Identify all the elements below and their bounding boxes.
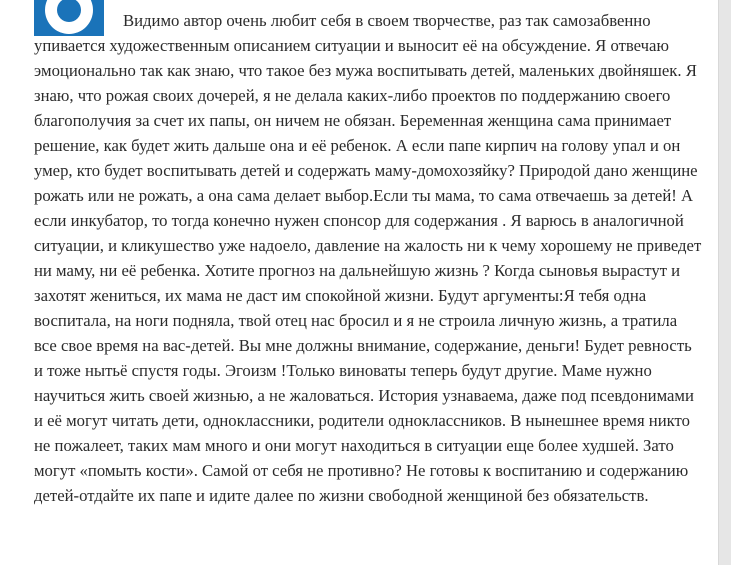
comment-body: Видимо автор очень любит себя в своем творчестве, раз так самозабвенно упивается художественным описанием ситуации и выносит её на обсуждение. Я отвечаю эмоционально так как знаю, что такое без мужа воспитывать детей, маленьких двойняшек. Я знаю, что рожая своих дочерей, я не делала каких-либо проектов по поддержанию своего благополучия за счет их папы, он ничем не обязан. Беременная женщина сама принимает решение, как будет жить дальше она и её ребенок. А если папе кирпич на голову упал и он умер, кто будет воспитывать детей и содержать маму-домохозяйку? Природой дано женщине рожать или не рожать, а она сама делает выбор.Если ты мама, то сама отвечаешь за детей! А если инкубатор, то тогда конечно нужен спонсор для содержания . Я варюсь в аналогичной ситуации, и кликушество уже надоело, давление на жалость ни к чему хорошему не приведет ни маму, ни её ребенка. Хотите прогноз на дальнейшую жизнь ? Когда сыновья вырастут и захотят жениться, их мама не даст им спокойной жизни. Будут аргументы:Я тебя одна воспитала, на ноги подняла, твой отец нас бросил и я не строила личную жизнь, а тратила все свое время на вас-детей. Вы мне должны внимание, содержание, деньги! Будет ревность и тоже нытьё спустя годы. Эгоизм !Только виноваты теперь будут другие. Маме нужно научиться жить своей жизнью, а не жаловаться. История узнаваема, даже под псевдонимами и её могут читать дети, одноклассники, родители одноклассников. В нынешнее время никто не пожалеет, таких мам много и они могут находиться в ситуации еще более худшей. Зато могут «помыть кости». Самой от себя не противно? Не готовы к воспитанию и содержанию детей-отдайте их папе и идите далее по жизни свободной женщиной без обязательств. <box>34 11 702 505</box>
